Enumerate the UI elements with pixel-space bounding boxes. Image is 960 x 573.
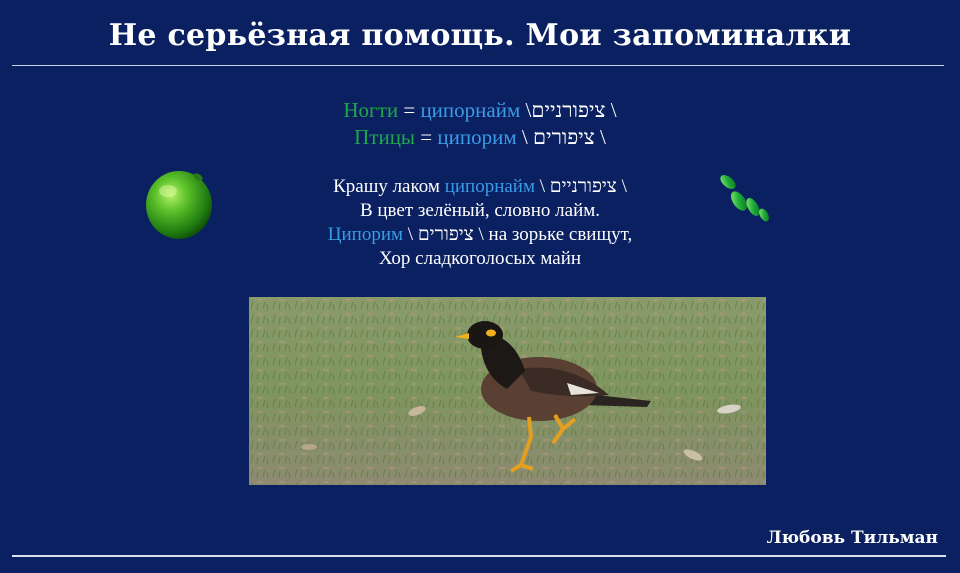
ru-word-nails: Ногти — [343, 98, 399, 122]
page-title: Не серьёзная помощь. Мои запоминалки — [108, 18, 852, 53]
poem-hebrew: ציפורים — [417, 224, 474, 245]
poem-text: Крашу лаком — [333, 176, 445, 197]
poem-text: \ на зорьке свищут, — [473, 224, 633, 245]
bottom-divider — [12, 555, 946, 557]
top-divider — [12, 65, 944, 66]
separator: \ — [516, 125, 533, 149]
separator: \ — [403, 224, 418, 245]
translit-nails: ципорнайм — [420, 98, 521, 122]
equals-sign: = — [398, 98, 421, 122]
green-nails-icon — [712, 170, 778, 226]
vocab-line-nails — [0, 97, 960, 124]
poem-line-4: Хор сладкоголосых майн — [378, 248, 582, 269]
vocab-block — [0, 97, 960, 151]
separator: \ — [594, 125, 606, 149]
separator: \ — [520, 98, 532, 122]
translit-birds: ципорим — [437, 125, 517, 149]
equals-sign: = — [415, 125, 438, 149]
author-signature: Любовь Тильман — [766, 528, 938, 548]
separator: \ — [605, 98, 617, 122]
poem-hebrew: ציפורניים — [549, 176, 617, 197]
myna-bird-photo — [249, 297, 766, 485]
poem-translit: ципорнайм — [444, 176, 535, 197]
lime-icon — [140, 165, 218, 243]
hebrew-nails: ציפורניים — [531, 98, 606, 122]
poem-translit: Ципорим — [327, 224, 404, 245]
vocab-line-birds — [0, 124, 960, 151]
separator: \ — [616, 176, 627, 197]
poem-line-2: В цвет зелёный, словно лайм. — [359, 200, 601, 221]
hebrew-birds: ציפורים — [532, 125, 595, 149]
separator: \ — [534, 176, 550, 197]
ru-word-birds: Птицы — [354, 125, 416, 149]
